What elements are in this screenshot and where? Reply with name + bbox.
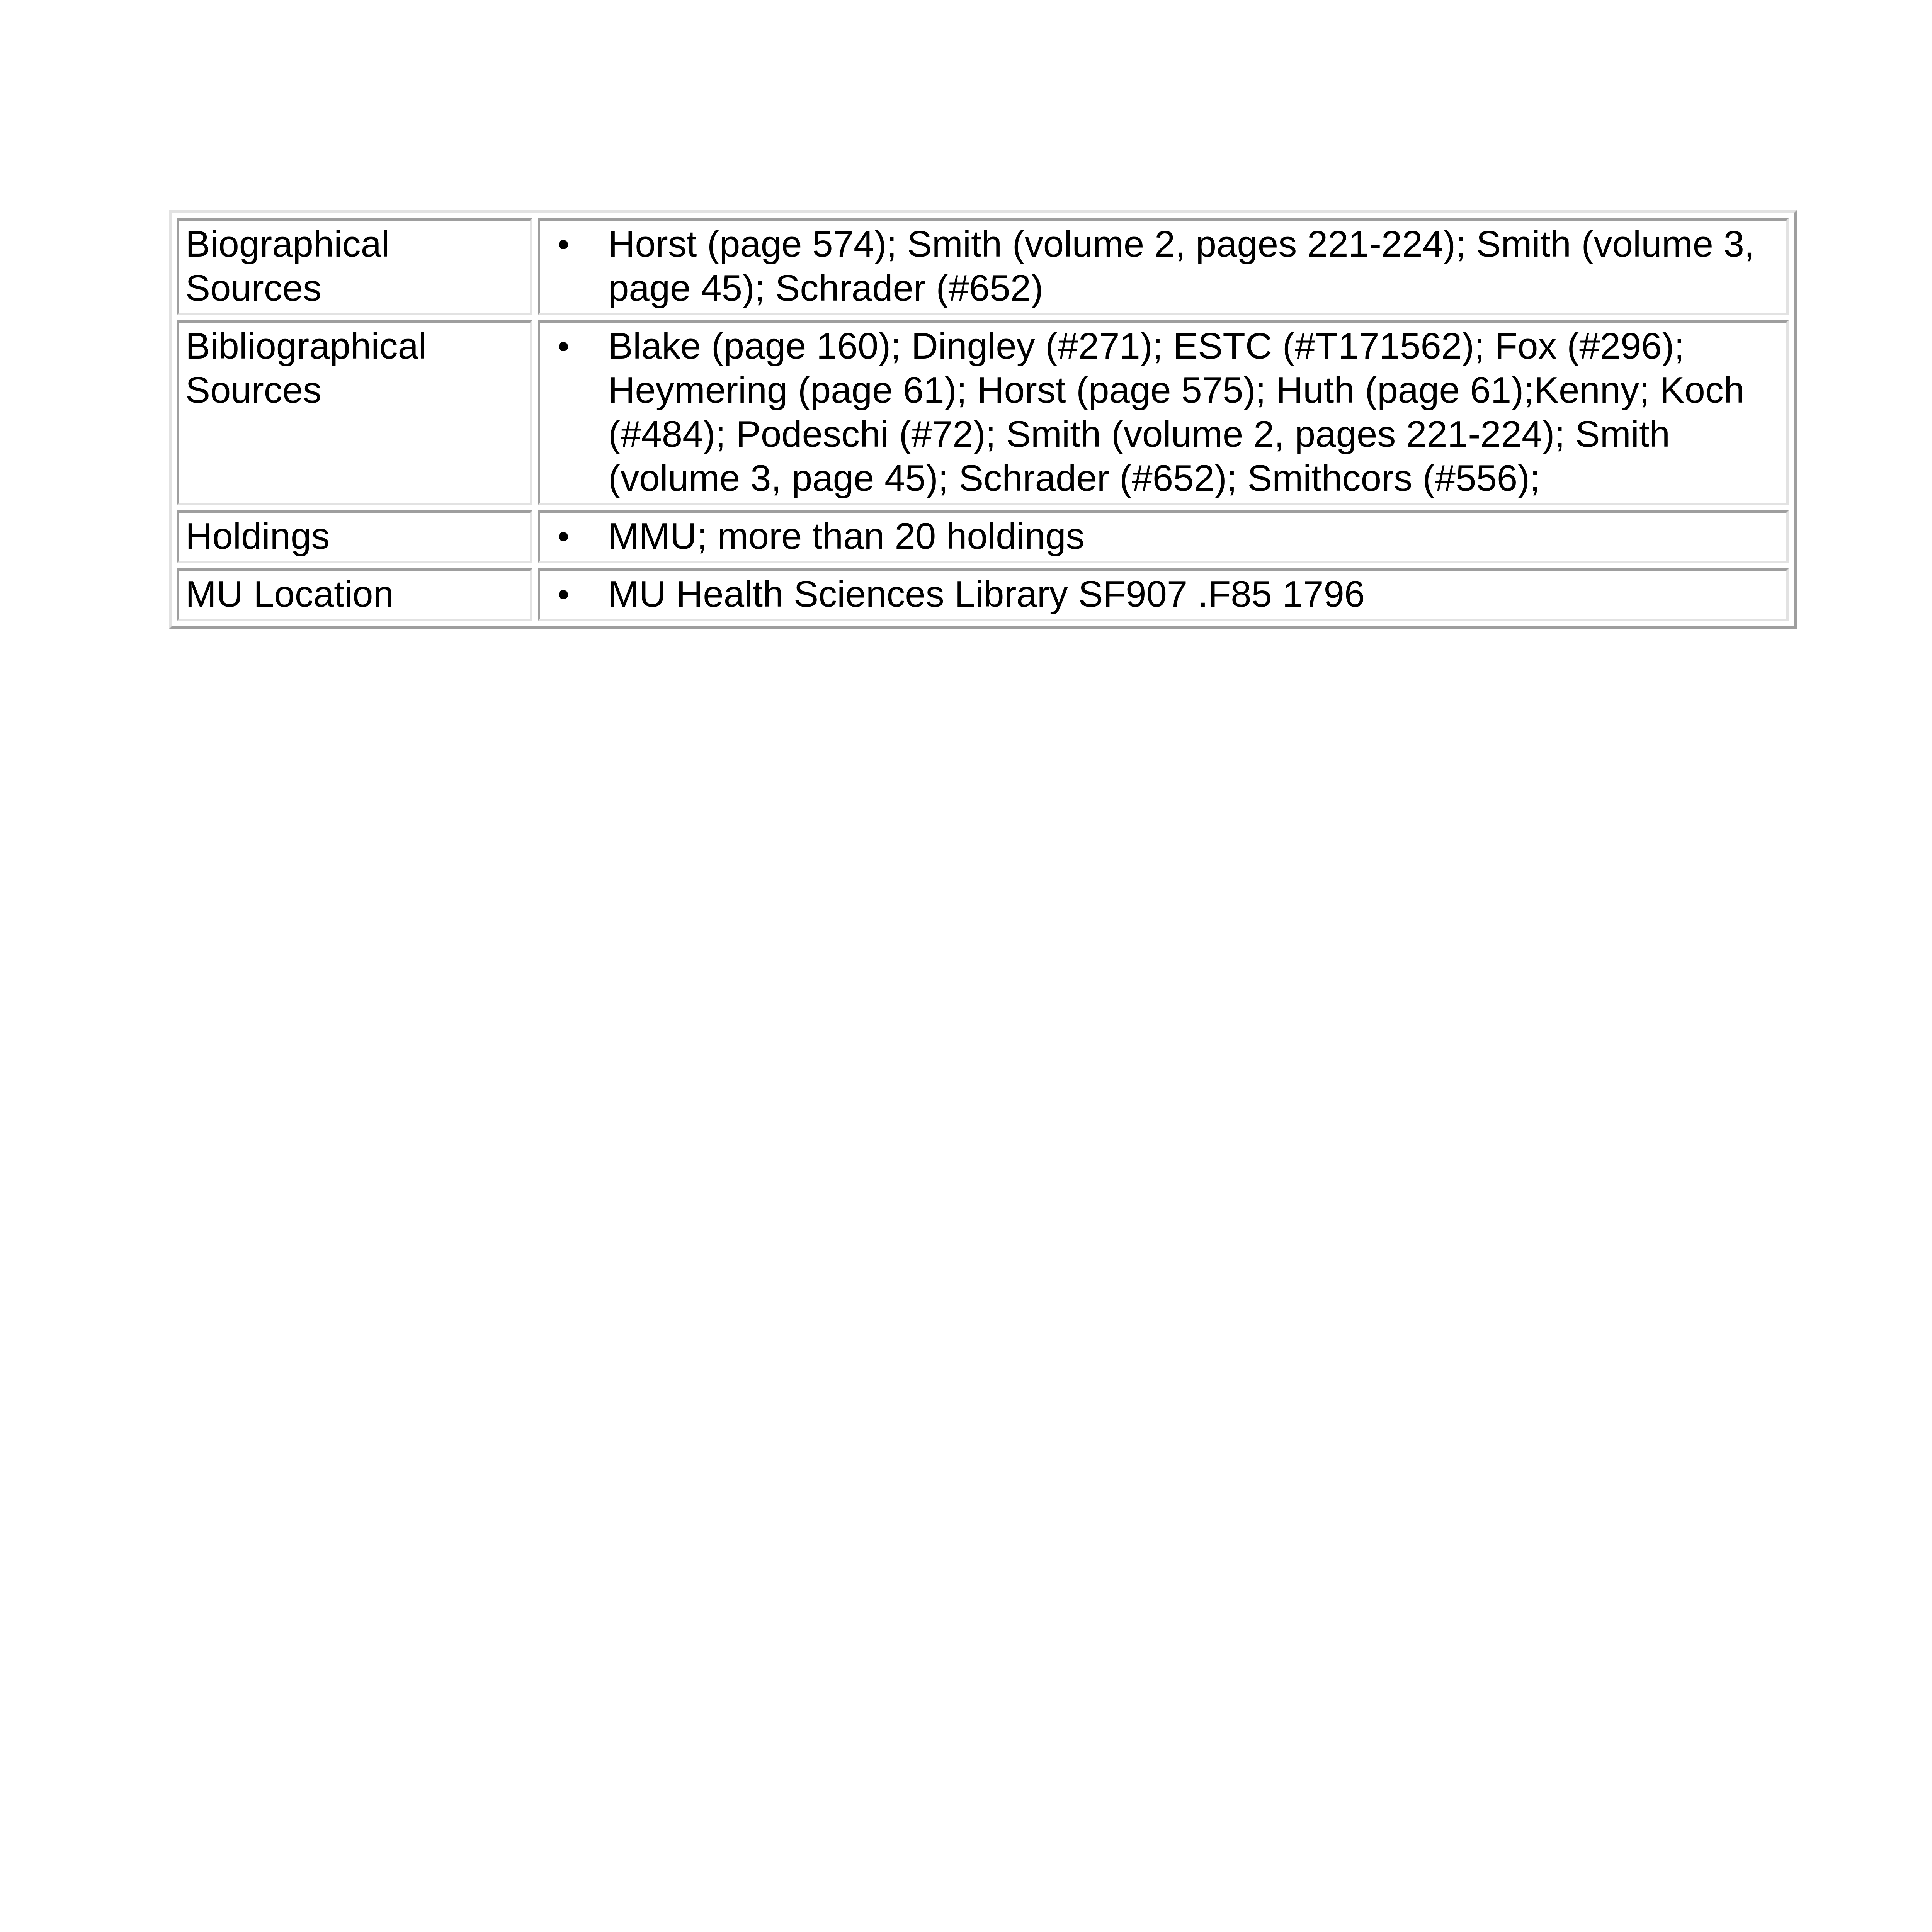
- list-item: Blake (page 160); Dingley (#271); ESTC (#T171562); Fox (#296); Heymering (page 61); Horst (page 575); Huth (page 61);Kenny; Koch (#484); Podeschi (#72); Smith (volume 2, pages 221-224); Smith (volume 3, page 45); Schrader (#652); Smithcors (#556);: [608, 324, 1782, 500]
- table-row-bibliographical-sources: [177, 320, 1789, 505]
- value-list: [546, 572, 1782, 616]
- record-table: [169, 210, 1797, 629]
- list-item: MU Health Sciences Library SF907 .F85 1796: [608, 572, 1782, 616]
- row-label: Holdings: [177, 510, 532, 563]
- row-value-cell: [538, 568, 1789, 621]
- value-list: [546, 324, 1782, 500]
- table-row-mu-location: [177, 568, 1789, 621]
- row-value-cell: [538, 218, 1789, 315]
- table-row-holdings: [177, 510, 1789, 563]
- row-value-cell: [538, 510, 1789, 563]
- value-list: [546, 222, 1782, 310]
- row-label: Biographical Sources: [177, 218, 532, 315]
- table-row-biographical-sources: [177, 218, 1789, 315]
- list-item: MMU; more than 20 holdings: [608, 514, 1782, 558]
- row-value-cell: [538, 320, 1789, 505]
- row-label: Bibliographical Sources: [177, 320, 532, 505]
- row-label: MU Location: [177, 568, 532, 621]
- list-item: Horst (page 574); Smith (volume 2, pages 221-224); Smith (volume 3, page 45); Schrader (#652): [608, 222, 1782, 310]
- value-list: [546, 514, 1782, 558]
